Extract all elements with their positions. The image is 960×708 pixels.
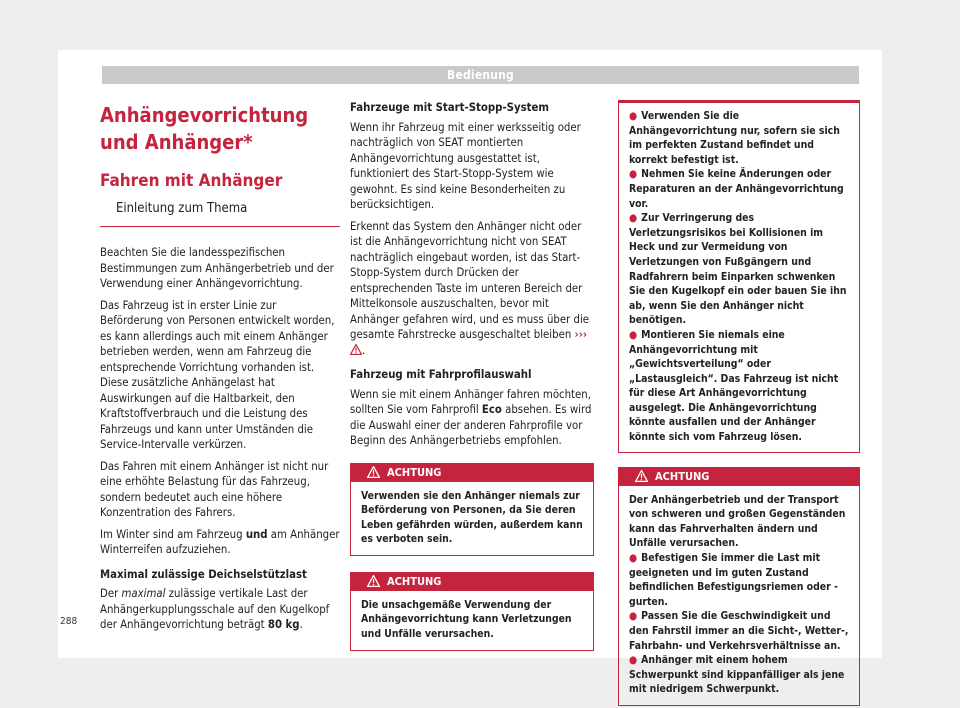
warning-triangle-icon [367,575,380,587]
warning-box [350,572,594,651]
warning-header [351,573,593,591]
paragraph-start-stop: Erkennt das System den Anhänger nicht oder ist die Anhängevorrichtung nicht von SEAT nachträglich eingebaut worden, ist das Start-Stopp-System durch Drücken der entsprechenden Taste im unteren Bereich der Mittelkonsole auszuschalten, bevor mit Anhänger gefahren wird, und es muss über die gesamte Fahrstrecke ausgeschaltet bleiben ››› . [350,219,590,357]
warning-box [350,463,594,556]
bullet-item: ● Montieren Sie niemals eine Anhängevorrichtung mit „Gewichtsverteilung“ oder „Lastausgleich“. Das Fahrzeug ist nicht für diese Art Anhängevorrichtung ausgelegt. Die Anhängevorrichtung könnte ausfallen und der Anhänger könnte sich vom Fahrzeug lösen. [629,328,839,444]
warning-label: ACHTUNG [655,469,710,483]
paragraph: Beachten Sie die landesspezifischen Bestimmungen zum Anhängerbetrieb und der Verwendung einer Anhängevorrichtung. [100,246,334,290]
document-page [58,50,882,696]
bullet-item: ● Nehmen Sie keine Änderungen oder Reparaturen an der Anhängevorrichtung vor. [629,168,844,210]
profile-heading: Fahrzeug mit Fahrprofilauswahl [350,368,532,381]
section-header: Bedienung [102,66,859,84]
warning-label: ACHTUNG [387,574,442,588]
paragraph-profile: Wenn sie mit einem Anhänger fahren möchten, sollten Sie vom Fahrprofil Eco absehen. Es wird die Auswahl einer der anderen Fahrprofile vor Beginn des Anhängerbetriebs empfohlen. [350,387,592,447]
warning-text: Die unsachgemäße Verwendung der Anhängevorrichtung kann Verletzungen und Unfälle verursachen. [361,598,572,641]
bullet-item: ● Befestigen Sie immer die Last mit geeigneten und im guten Zustand befindlichen Befestigungsriemen oder -gurten. [629,552,838,608]
warning-triangle-icon [367,466,380,478]
warning-intro: Der Anhängerbetrieb und der Transport von schweren und großen Gegenständen kann das Fahrverhalten ändern und Unfälle verursachen. [629,493,846,550]
bullet-item: ● Verwenden Sie die Anhängevorrichtung nur, sofern sie sich im perfekten Zustand befindet und korrekt befestigt ist. [629,110,840,166]
page-number: 288 [60,616,78,627]
column-left [100,102,340,633]
paragraph: Das Fahren mit einem Anhänger ist nicht nur eine erhöhte Belastung für das Fahrzeug, sondern bedeutet auch eine höhere Konzentration des Fahrers. [100,459,329,519]
warning-text: Verwenden sie den Anhänger niemals zur Beförderung von Personen, da Sie deren Leben gefährden würden, außerdem kann es verboten sein. [361,489,583,546]
intro-heading: Einleitung zum Thema [100,200,340,227]
column-middle [350,100,594,651]
bullet-item: ● Zur Verringerung des Verletzungsrisikos bei Kollisionen im Heck und zur Vermeidung von Verletzungen von Fußgängern und Radfahrern beim Einparken schwenken Sie den Kugelkopf ein oder bauen Sie ihn ab, wenn Sie den Anhänger nicht benötigen. [629,212,847,327]
section-title: Fahren mit Anhänger [100,171,283,191]
load-heading: Maximal zulässige Deichselstützlast [100,567,307,581]
paragraph: Das Fahrzeug ist in erster Linie zur Beförderung von Personen entwickelt worden, es kann allerdings auch mit einem Anhänger betrieben werden, wenn am Fahrzeug die entsprechende Vorrichtung vorhanden ist. Diese zusätzliche Anhängelast hat Auswirkungen auf die Haltbarkeit, den Kraftstoffverbrauch und die Leistung des Fahrzeugs und kann unter Umständen die Service-Intervalle verkürzen. [100,298,335,451]
start-stop-heading: Fahrzeuge mit Start-Stopp-System [350,101,550,114]
warning-continuation-box [618,100,860,453]
column-right [618,100,860,706]
warning-text [619,486,859,705]
paragraph-winter: Im Winter sind am Fahrzeug und am Anhänger Winterreifen aufzuziehen. [100,527,340,556]
chapter-title: Anhängevorrichtung und Anhänger* [100,103,309,154]
warning-label: ACHTUNG [387,465,442,479]
bullet-item: ● Passen Sie die Geschwindigkeit und den Fahrstil immer an die Sicht-, Wetter-, Fahrbahn- und Verkehrsverhältnisse an. [629,610,849,652]
warning-triangle-icon [635,470,648,482]
paragraph-load: Der maximal zulässige vertikale Last der Anhängerkupplungsschale auf den Kugelkopf der Anhängevorrichtung beträgt 80 kg. [100,587,330,631]
paragraph: Wenn ihr Fahrzeug mit einer werksseitig oder nachträglich von SEAT montierten Anhängevorrichtung ausgestattet ist, funktioniert des Start-Stopp-System wie gewohnt. Es sind keine Besonderheiten zu berücksichtigen. [350,120,581,211]
warning-header [351,464,593,482]
warning-header [619,468,859,486]
warning-triangle-icon [350,344,362,355]
warning-box [618,467,860,706]
bullet-item: ● Anhänger mit einem hohem Schwerpunkt sind kippanfälliger als jene mit niedrigem Schwerpunkt. [629,654,845,696]
cross-reference-arrows[interactable]: ››› [574,328,588,341]
